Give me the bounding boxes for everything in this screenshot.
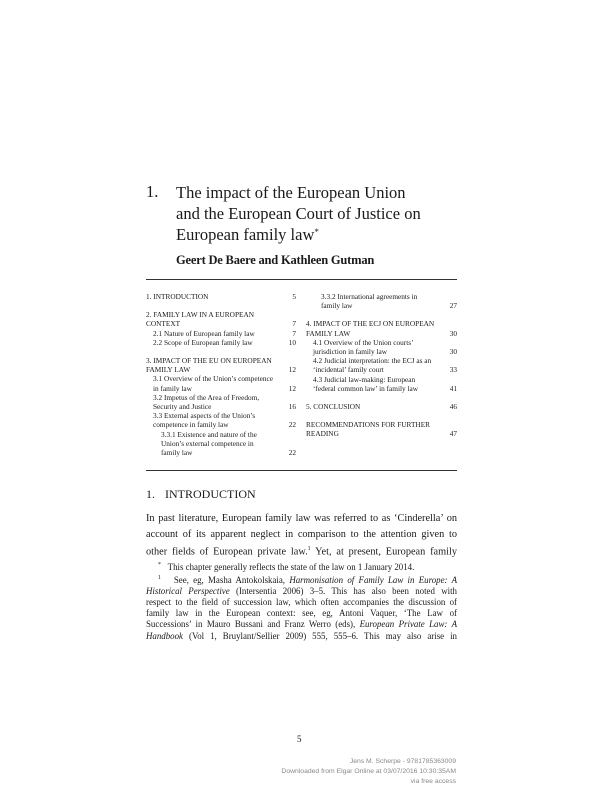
chapter-number: 1. [146, 182, 159, 201]
footnote-1-line: $^1$ See, eg, Masha Antokolskaia, Harmonisation of Family Law in Europe: A [158, 575, 457, 586]
toc-gap [306, 393, 457, 402]
toc-entry-page: 41 [449, 383, 457, 393]
toc-entry-page: 22 [288, 420, 296, 430]
chapter-title [176, 182, 476, 245]
toc-entry-page: 46 [449, 402, 457, 412]
chapter-footnote-marker: * [314, 227, 319, 237]
toc-entry[interactable] [306, 420, 457, 438]
toc-entry-label: 3.3.1 Existence and nature of the Union’s external competence in family law [161, 429, 257, 458]
footnote-reference: 1 [307, 546, 311, 552]
toc-left-column [146, 292, 296, 457]
toc-entry-label: 3.3.2 International agreements in family law [321, 292, 418, 311]
toc-entry-label: 4.3 Judicial law-making: European ‘federal common law’ in family law [313, 374, 419, 393]
toc-entry[interactable] [146, 393, 296, 411]
chapter-title-line-2: and the European Court of Justice on [176, 204, 421, 223]
page-number: 5 [297, 734, 302, 744]
chapter-title-line-1: The impact of the European Union [176, 183, 406, 202]
body-line: account of its apparent neglect in comparison to the attention given to [146, 528, 457, 540]
footnote-1-line: Handbook (Vol 1, Bruylant/Sellier 2009) 555, 555–6. This may also arise in [146, 630, 457, 641]
toc-bottom-rule [146, 470, 457, 471]
toc-entry-page: 27 [449, 301, 457, 311]
toc-entry[interactable] [306, 402, 457, 411]
toc-entry-page: 30 [449, 347, 457, 357]
footnote-1-line: family law in the European context: see, eg, Antoni Vaquer, ‘The Law of [146, 608, 457, 619]
section-number: 1. [146, 487, 155, 501]
footnote-1-line: respect to the field of succession law, which often accompanies the discussion of [146, 597, 457, 608]
chapter-title-line-3: European family law* [176, 225, 319, 244]
toc-entry-label: 2.2 Scope of European family law [153, 337, 253, 347]
toc-entry[interactable] [146, 411, 296, 429]
toc-entry[interactable] [306, 292, 457, 310]
section-heading [146, 487, 256, 502]
toc-entry-label: 5. CONCLUSION [306, 402, 361, 412]
toc-entry[interactable] [146, 310, 296, 328]
footnote-star: * This chapter generally reflects the state of the law on 1 January 2014. [158, 561, 415, 572]
toc-gap [146, 301, 296, 310]
body-line: other fields of European private law.$^1$ Yet, at present, European family [146, 546, 457, 558]
toc-entry-label: 1. INTRODUCTION [146, 292, 209, 301]
toc-entry-label: RECOMMENDATIONS FOR FURTHER READING [306, 420, 431, 439]
download-stamp-line-3: via free access [410, 778, 456, 785]
footnotes [146, 560, 457, 642]
toc-entry-page: 22 [288, 448, 296, 458]
toc-entry-label: 3. IMPACT OF THE EU ON EUROPEAN FAMILY LAW [146, 356, 272, 375]
toc-entry[interactable] [306, 338, 457, 356]
toc-gap [306, 310, 457, 319]
toc-gap [306, 411, 457, 420]
toc-entry[interactable] [306, 375, 457, 393]
toc-entry[interactable] [146, 356, 296, 374]
toc-entry[interactable] [146, 430, 296, 458]
toc-entry-page: 30 [449, 328, 457, 338]
toc-entry[interactable] [146, 374, 296, 392]
toc-entry-page: 10 [288, 337, 296, 347]
download-stamp-line-2: Downloaded from Elgar Online at 03/07/2016 10:30:35AM [281, 768, 456, 775]
toc-entry-page: 47 [449, 429, 457, 439]
toc-entry-label: 3.3 External aspects of the Union’s competence in family law [153, 411, 256, 430]
footnote-1-line: Successions’ in Mauro Bussani and Franz Werro (eds), European Private Law: A [146, 619, 457, 630]
toc-entry-page: 16 [288, 402, 296, 412]
toc-entry[interactable] [146, 329, 296, 338]
body-paragraph [146, 511, 457, 560]
toc-entry-label: 2. FAMILY LAW IN A EUROPEAN CONTEXT [146, 310, 255, 329]
toc-entry-label: 3.2 Impetus of the Area of Freedom, Security and Justice [153, 392, 260, 412]
toc-right-column [306, 292, 457, 439]
body-line: In past literature, European family law was referred to as ‘Cinderella’ on [146, 513, 457, 524]
toc-entry-label: 3.1 Overview of the Union’s competence in family law [153, 374, 273, 393]
download-stamp-line-1: Jens M. Scherpe - 9781785363009 [349, 758, 456, 765]
chapter-authors: Geert De Baere and Kathleen Gutman [176, 253, 375, 267]
toc-entry-label: 4. IMPACT OF THE ECJ ON EUROPEAN FAMILY LAW [306, 319, 435, 338]
section-title: INTRODUCTION [165, 487, 256, 501]
toc-entry[interactable] [306, 356, 457, 374]
toc-entry[interactable] [146, 338, 296, 347]
toc-entry-page: 7 [292, 328, 296, 338]
toc-entry-label: 4.1 Overview of the Union courts’ jurisdiction in family law [313, 337, 413, 357]
toc-entry-page: 5 [292, 292, 296, 301]
toc-gap [146, 347, 296, 356]
toc-top-rule [146, 279, 457, 280]
toc-entry-page: 33 [449, 365, 457, 375]
toc-entry-page: 7 [292, 319, 296, 329]
toc-entry-label: 2.1 Nature of European family law [153, 328, 255, 338]
toc-entry-page: 12 [288, 365, 296, 375]
toc-entry[interactable] [146, 292, 296, 301]
toc-entry-page: 12 [288, 383, 296, 393]
toc-entry[interactable] [306, 319, 457, 337]
footnote-1-line: Historical Perspective (Intersentia 2006) 3–5. This has also been noted with [146, 586, 457, 597]
toc-entry-label: 4.2 Judicial interpretation: the ECJ as an ‘incidental’ family court [313, 356, 432, 375]
